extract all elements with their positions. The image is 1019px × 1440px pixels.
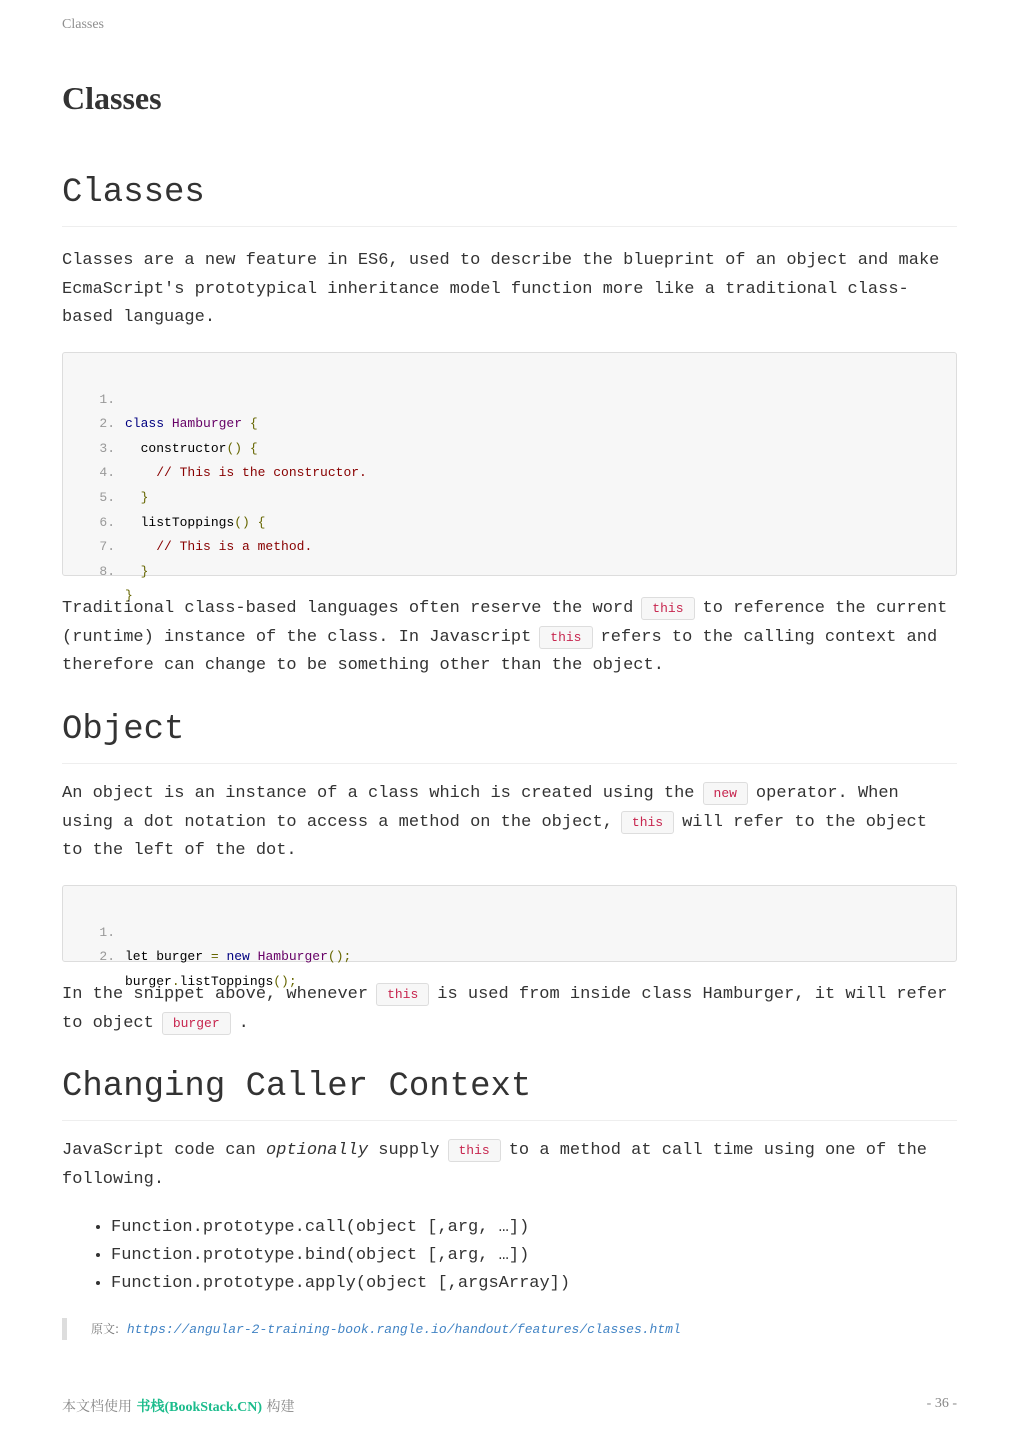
code-line (63, 896, 956, 965)
code-punctuation: { (249, 416, 258, 432)
code-line (63, 535, 956, 604)
code-punctuation: . (171, 973, 180, 989)
code-punctuation: } (140, 489, 149, 505)
list-item: • Function.prototype.bind(object [,arg, …]) (111, 1242, 570, 1270)
code-punctuation: } (140, 563, 149, 579)
binding-methods-list (62, 1214, 570, 1298)
line-number: 2. (99, 949, 115, 965)
code-method-name: constructor (140, 440, 227, 456)
section-heading-changing-caller-context: Changing Caller Context (62, 1068, 957, 1121)
code-method-name: listToppings (179, 973, 274, 989)
code-identifier: burger (125, 973, 172, 989)
code-block-class-definition (62, 352, 957, 604)
footer-attribution: 本文档使用 书栈(BookStack.CN) 构建 (62, 1399, 295, 1415)
inline-code-this: this (376, 983, 429, 1006)
classes-this-paragraph: Traditional class-based languages often reserve the word this to reference the current (runtime) instance of the class. In Javascript this refers to the calling context and therefore can change to be something other than the object. (62, 599, 948, 675)
inline-code-burger: burger (162, 1012, 231, 1035)
code-punctuation: () { (234, 514, 266, 530)
line-number: 2. (99, 416, 115, 432)
code-punctuation: () { (226, 440, 258, 456)
page-number: - 36 - (926, 1396, 957, 1411)
code-class-name: Hamburger (257, 949, 328, 965)
running-header: Classes (62, 17, 104, 32)
line-number: 1. (99, 391, 115, 407)
code-punctuation: (); (327, 949, 352, 965)
line-number: 3. (99, 440, 115, 456)
code-punctuation: (); (273, 973, 297, 989)
code-comment: // This is the constructor. (156, 465, 367, 481)
classes-intro-paragraph: Classes are a new feature in ES6, used to describe the blueprint of an object and make EcmaScript's prototypical inheritance model function more like a traditional class-based language. (62, 251, 940, 327)
object-snippet-paragraph: In the snippet above, whenever this is used from inside class Hamburger, it will refer to object burger . (62, 985, 948, 1033)
inline-code-this: this (621, 811, 674, 834)
line-number: 6. (99, 514, 115, 530)
code-line (63, 363, 956, 432)
inline-code-new: new (703, 782, 748, 805)
code-punctuation: } (125, 588, 133, 604)
line-number: 1. (99, 924, 115, 940)
code-block-instantiation (62, 885, 957, 989)
code-keyword: class (125, 416, 165, 432)
code-line (63, 412, 956, 481)
section-heading-classes: Classes (62, 174, 957, 227)
source-blockquote (62, 1318, 681, 1340)
line-number: 7. (99, 539, 115, 555)
line-number: 8. (99, 563, 115, 579)
code-line (63, 461, 956, 530)
code-class-name: Hamburger (171, 416, 243, 432)
document-title: Classes (62, 80, 162, 116)
source-label: 原文: (91, 1322, 120, 1336)
object-intro-paragraph: An object is an instance of a class which is created using the new operator. When using a dot notation to access a method on the object, this will refer to the object to the left of the dot. (62, 784, 927, 860)
list-item: • Function.prototype.apply(object [,argsArray]) (111, 1270, 570, 1298)
line-number: 4. (99, 465, 115, 481)
line-number: 5. (99, 489, 115, 505)
footer-brand-link[interactable]: 书栈(BookStack.CN) (136, 1400, 263, 1415)
emphasis-optionally: optionally (266, 1141, 369, 1160)
code-identifier: let burger (125, 949, 204, 965)
list-item: • Function.prototype.call(object [,arg, …]) (111, 1214, 570, 1242)
context-intro-paragraph: JavaScript code can optionally supply this to a method at call time using one of the following. (62, 1141, 927, 1189)
code-comment: // This is a method. (156, 539, 313, 555)
code-method-name: listToppings (140, 514, 235, 530)
inline-code-this: this (448, 1139, 501, 1162)
section-heading-object: Object (62, 711, 957, 764)
inline-code-this: this (539, 626, 592, 649)
code-operator: = (210, 949, 219, 965)
source-link[interactable]: https://angular-2-training-book.rangle.io/handout/features/classes.html (126, 1322, 681, 1337)
inline-code-this: this (641, 597, 694, 620)
code-keyword: new (226, 949, 250, 965)
